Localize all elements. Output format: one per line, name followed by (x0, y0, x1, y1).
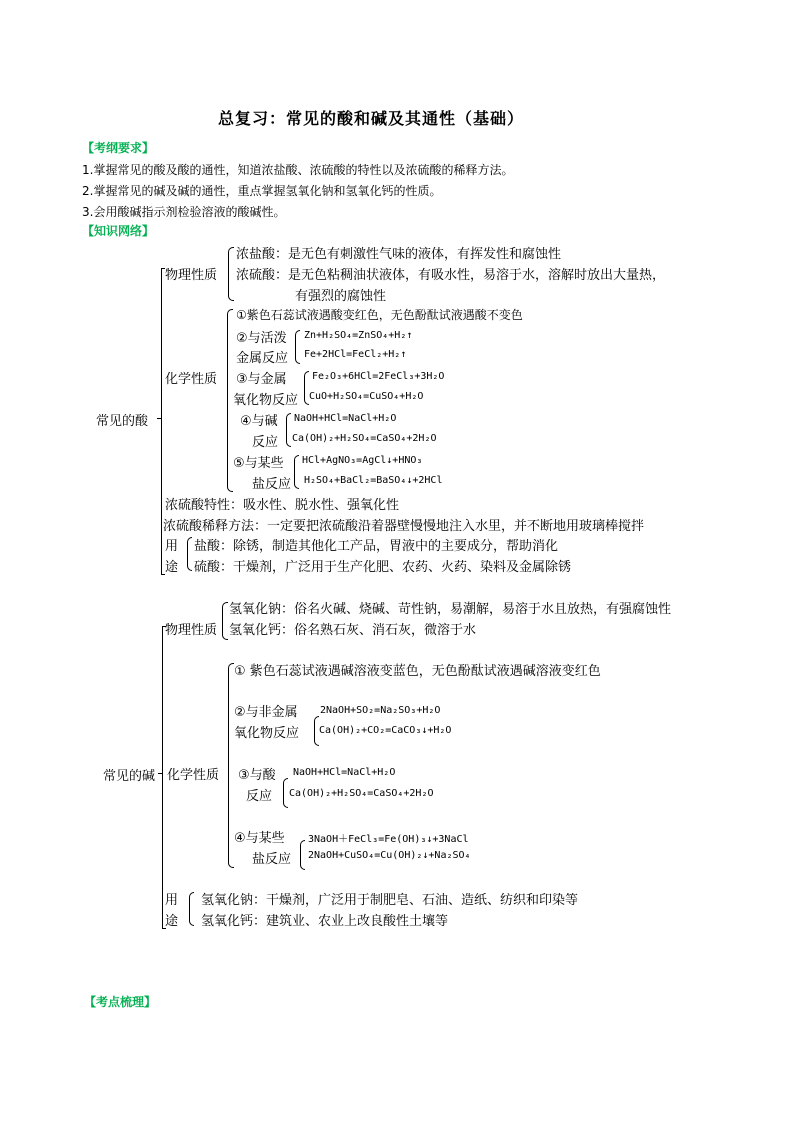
acid-h2so4-property: 浓硫酸：是无色粘稠油状液体，有吸水性，易溶于水，溶解时放出大量热， (236, 268, 666, 283)
base-indicator: ① 紫色石蕊试液遇碱溶液变蓝色，无色酚酞试液遇碱溶液变红色 (234, 664, 601, 679)
acid-physical-brace (228, 247, 234, 301)
acid-metal-label-2: 金属反应 (236, 351, 289, 366)
base-uses-label-2: 途 (165, 914, 179, 929)
acid-salt-equation: H₂SO₄+BaCl₂=BaSO₄↓+2HCl (304, 475, 443, 486)
acid-oxide-label: ③与金属 (236, 372, 287, 387)
base-main-brace (162, 626, 163, 928)
acid-h2so4-property-cont: 有强烈的腐蚀性 (295, 289, 387, 304)
acid-metal-equation: Fe+2HCl=FeCl₂+H₂↑ (304, 349, 407, 360)
base-naoh-property: 氢氧化钠：俗名火碱、烧碱、苛性钠，易潮解，易溶于水且放热，有强腐蚀性 (229, 602, 672, 617)
acid-salt-label-2: 盐反应 (252, 477, 292, 492)
base-chemical-label: 化学性质 (167, 768, 220, 783)
acid-indicator: ①紫色石蕊试液遇酸变红色，无色酚酞试液遇酸不变色 (236, 308, 523, 322)
acid-special-property: 浓硫酸特性：吸水性、脱水性、强氧化性 (165, 498, 400, 513)
brace-tip (158, 773, 163, 774)
base-acid-equation: Ca(OH)₂+H₂SO₄=CaSO₄+2H₂O (289, 788, 434, 799)
base-oxide-label-2: 氧化物反应 (234, 726, 300, 741)
base-root-label: 常见的碱 (103, 769, 156, 784)
base-oxide-equation: 2NaOH+SO₂=Na₂SO₃+H₂O (320, 705, 441, 716)
base-salt-equation: 2NaOH+CuSO₄=Cu(OH)₂↓+Na₂SO₄ (308, 850, 471, 861)
requirement-item: 2.掌握常见的碱及碱的通性，重点掌握氢氧化钠和氢氧化钙的性质。 (82, 184, 442, 198)
base-salt-label: ④与某些 (234, 831, 285, 846)
acid-uses-brace (187, 537, 192, 571)
base-acid-label: ③与酸 (238, 768, 276, 783)
section-heading-requirements: 【考纲要求】 (82, 141, 155, 155)
base-caoh2-property: 氢氧化钙：俗名熟石灰、消石灰，微溶于水 (229, 623, 477, 638)
acid-base-label-2: 反应 (252, 435, 279, 450)
acid-hcl-property: 浓盐酸：是无色有刺激性气味的液体，有挥发性和腐蚀性 (236, 247, 562, 262)
base-use-caoh2: 氢氧化钙：建筑业、农业上改良酸性土壤等 (201, 914, 449, 929)
base-salt-label-2: 盐反应 (252, 852, 292, 867)
acid-uses-label-2: 途 (165, 560, 179, 575)
acid-use-h2so4: 硫酸：干燥剂，广泛用于生产化肥、农药、火药、染料及金属除锈 (194, 560, 572, 575)
requirement-item: 3.会用酸碱指示剂检验溶液的酸碱性。 (82, 205, 286, 219)
acid-oxide-equation: Fe₂O₃+6HCl=2FeCl₃+3H₂O (312, 371, 445, 382)
acid-oxide-equation: CuO+H₂SO₄=CuSO₄+H₂O (309, 391, 424, 402)
section-heading-key-points: 【考点梳理】 (84, 995, 157, 1009)
acid-metal-brace (295, 330, 300, 364)
acid-base-equation: Ca(OH)₂+H₂SO₄=CaSO₄+2H₂O (292, 433, 437, 444)
base-acid-label-2: 反应 (246, 789, 273, 804)
acid-salt-label: ⑤与某些 (233, 456, 284, 471)
acid-main-brace (161, 268, 162, 574)
base-physical-label: 物理性质 (165, 623, 218, 638)
page-title: 总复习：常见的酸和碱及其通性（基础） (218, 109, 525, 128)
requirement-item: 1.掌握常见的酸及酸的通性，知道浓盐酸、浓硫酸的特性以及浓硫酸的稀释方法。 (82, 163, 514, 177)
base-uses-label: 用 (165, 893, 179, 908)
base-use-naoh: 氢氧化钠：干燥剂，广泛用于制肥皂、石油、造纸、纺织和印染等 (201, 893, 579, 908)
acid-oxide-label-2: 氧化物反应 (233, 393, 299, 408)
brace-tip (157, 418, 162, 419)
base-acid-equation: NaOH+HCl=NaCl+H₂O (293, 767, 396, 778)
acid-metal-equation: Zn+H₂SO₄=ZnSO₄+H₂↑ (304, 330, 413, 341)
acid-chemical-label: 化学性质 (165, 372, 218, 387)
base-oxide-equation: Ca(OH)₂+CO₂=CaCO₃↓+H₂O (319, 725, 452, 736)
acid-base-equation: NaOH+HCl=NaCl+H₂O (294, 413, 397, 424)
acid-use-hcl: 盐酸：除锈，制造其他化工产品，胃液中的主要成分，帮助消化 (194, 539, 559, 554)
acid-dilution-method: 浓硫酸稀释方法：一定要把浓硫酸沿着器壁慢慢地注入水里，并不断地用玻璃棒搅拌 (163, 519, 645, 534)
acid-salt-brace (294, 455, 299, 489)
base-uses-brace (189, 892, 194, 926)
section-heading-network: 【知识网络】 (82, 224, 155, 238)
acid-base-brace (286, 413, 291, 447)
acid-metal-label: ②与活泼 (236, 331, 287, 346)
acid-root-label: 常见的酸 (96, 414, 149, 429)
acid-base-label: ④与碱 (240, 414, 278, 429)
base-oxide-label: ②与非金属 (234, 705, 298, 720)
base-acid-brace (283, 778, 288, 808)
base-physical-brace (222, 602, 228, 640)
base-salt-equation: 3NaOH＋FeCl₃=Fe(OH)₃↓+3NaCl (308, 834, 469, 845)
acid-uses-label: 用 (165, 539, 179, 554)
base-salt-brace (300, 840, 305, 870)
acid-physical-label: 物理性质 (165, 268, 218, 283)
acid-salt-equation: HCl+AgNO₃=AgCl↓+HNO₃ (302, 455, 423, 466)
